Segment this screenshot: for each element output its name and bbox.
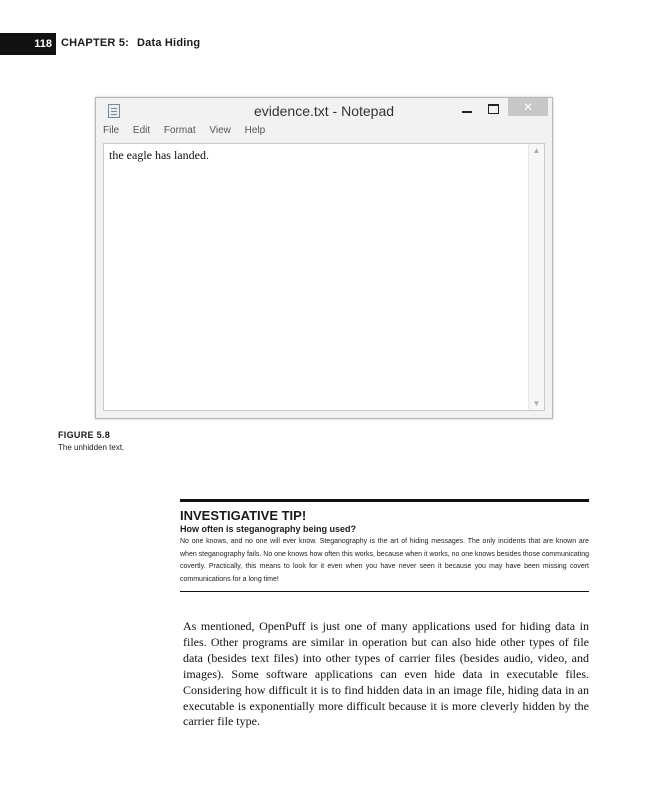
scroll-up-icon[interactable]: ▲: [532, 146, 541, 155]
window-title: evidence.txt - Notepad: [253, 103, 395, 119]
close-button[interactable]: [508, 98, 548, 116]
menu-edit[interactable]: Edit: [132, 125, 151, 136]
minimize-button[interactable]: [456, 101, 478, 117]
tip-subtitle: How often is steganography being used?: [180, 524, 357, 534]
text-editor-area[interactable]: [103, 143, 545, 411]
running-header: [61, 37, 200, 49]
maximize-button[interactable]: [482, 101, 504, 117]
figure-caption: The unhidden text.: [58, 443, 125, 452]
vertical-scrollbar[interactable]: [528, 144, 544, 410]
menu-help[interactable]: Help: [244, 125, 266, 136]
page-number: 118: [0, 33, 56, 55]
chapter-title: Data Hiding: [137, 37, 201, 49]
editor-content[interactable]: the eagle has landed.: [109, 148, 209, 162]
investigative-tip-box: [180, 499, 589, 592]
scroll-down-icon[interactable]: ▼: [532, 399, 541, 408]
notepad-window: [95, 97, 553, 419]
menu-view[interactable]: View: [209, 125, 231, 136]
figure-label: FIGURE 5.8: [58, 430, 111, 440]
menu-bar: [103, 125, 276, 143]
close-icon: ✕: [522, 100, 534, 114]
maximize-icon: [488, 104, 499, 114]
title-bar[interactable]: [96, 98, 552, 124]
minimize-icon: [462, 111, 472, 113]
menu-file[interactable]: File: [103, 125, 120, 136]
body-paragraph: As mentioned, OpenPuff is just one of many applications used for hiding data in files. Other programs are similar in operation but can also hide other types of file data (besides text files) into other types of carrier files (besides audio, video, and images). Some software applications can even hide data in executable files. Considering how difficult it is to find hidden data in an image file, hiding data in an executable is exponentially more difficult because it is more cleverly hidden by the carrier file type.: [183, 619, 589, 729]
tip-title: INVESTIGATIVE TIP!: [180, 508, 307, 523]
chapter-label: CHAPTER 5:: [61, 37, 130, 49]
menu-format[interactable]: Format: [163, 125, 196, 136]
tip-body: No one knows, and no one will ever know. Steganography is the art of hiding messages. The only incidents that are known are when steganography fails. No one knows how often this works, because when it works, no one knows besides those communicating covertly. Practically, this means to look for it even when you have never seen it because you may have been missing covert communications for a long time!: [180, 538, 589, 583]
